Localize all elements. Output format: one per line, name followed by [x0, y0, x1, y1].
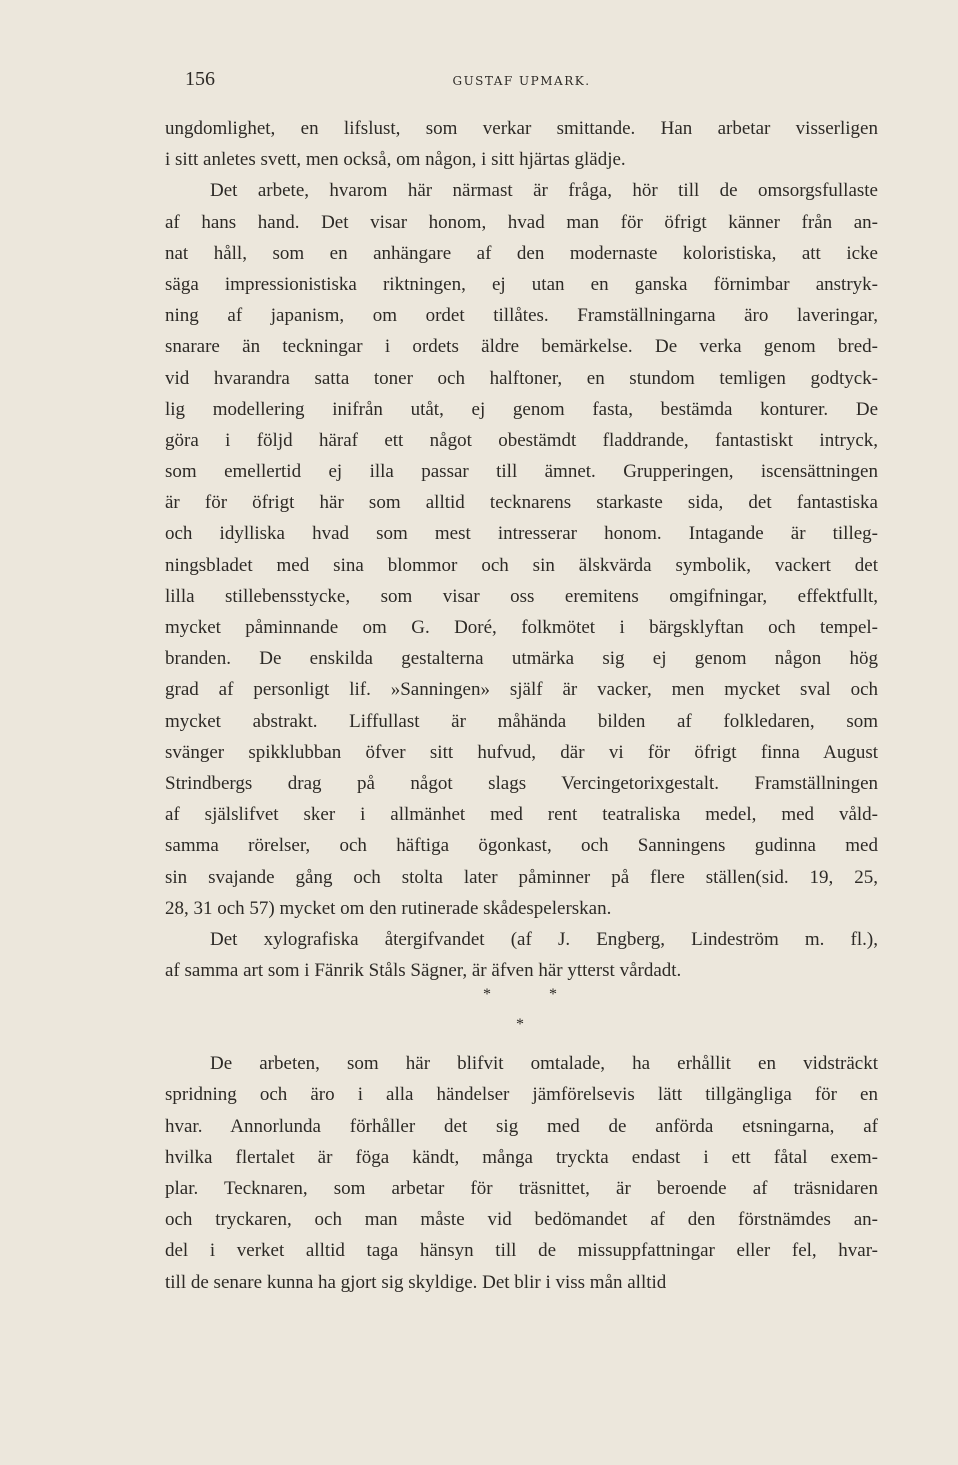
text-line: De arbeten, som här blifvit omtalade, ha erhållit en vidsträckt — [210, 1053, 878, 1075]
text-line: af samma art som i Fänrik Ståls Sägner, är äfven här ytterst vårdadt. — [165, 960, 682, 982]
section-text — [165, 1048, 878, 1298]
text-line: som emellertid ej illa passar till ämnet. Grupperingen, iscensättningen — [165, 461, 878, 483]
text-line: i sitt anletes svett, men också, om någon, i sitt hjärtas glädje. — [165, 149, 626, 171]
text-line: lilla stillebensstycke, som visar oss eremitens omgifningar, effektfullt, — [165, 585, 878, 607]
text-line: svänger spikklubban öfver sitt hufvud, där vi för öfrigt finna August — [165, 741, 878, 763]
text-line: 28, 31 och 57) mycket om den rutinerade skådespelerskan. — [165, 897, 612, 919]
text-line: ningsbladet med sina blommor och sin älskvärda symbolik, vackert det — [165, 554, 878, 576]
text-line: del i verket alltid taga hänsyn till de missuppfattningar eller fel, hvar- — [165, 1240, 878, 1262]
text-line: plar. Tecknaren, som arbetar för träsnittet, är beroende af träsnidaren — [165, 1178, 878, 1199]
text-line: ning af japanism, om ordet tillåtes. Framställningarna äro laveringar, — [165, 305, 878, 327]
text-line: Det arbete, hvarom här närmast är fråga, hör till de omsorgsfullaste — [210, 180, 878, 202]
text-line: hvilka flertalet är föga kändt, många tryckta endast i ett fåtal exem- — [165, 1146, 878, 1168]
separator-star: * — [549, 986, 557, 1004]
page-number: 156 — [185, 68, 215, 90]
paragraph — [165, 175, 878, 924]
paragraph — [165, 924, 878, 986]
text-line: snarare än teckningar i ordets äldre bemärkelse. De verka genom bred- — [165, 336, 878, 358]
page-body — [165, 113, 878, 1298]
text-line: Det xylografiska återgifvandet (af J. Engberg, Lindeström m. fl.), — [210, 928, 878, 950]
text-line: och tryckaren, och man måste vid bedömandet af den förstnämdes an- — [165, 1209, 878, 1231]
text-line: vid hvarandra satta toner och halftoner, en stundom temligen godtyck- — [165, 367, 878, 389]
separator-star: * — [516, 1016, 524, 1034]
text-line: af hans hand. Det visar honom, hvad man för öfrigt känner från an- — [165, 211, 878, 233]
text-line: branden. De enskilda gestalterna utmärka sig ej genom någon hög — [165, 648, 878, 670]
text-line: sin svajande gång och stolta later påminner på flere ställen(sid. 19, 25, — [165, 866, 878, 888]
text-line: göra i följd häraf ett något obestämdt fladdrande, fantastiskt intryck, — [165, 429, 878, 451]
text-line: nat håll, som en anhängare af den modernaste koloristiska, att icke — [165, 242, 878, 264]
text-line: lig modellering inifrån utåt, ej genom fasta, bestämda konturer. De — [165, 398, 878, 420]
text-line: till de senare kunna ha gjort sig skyldige. Det blir i viss mån alltid — [165, 1271, 667, 1293]
text-line: Strindbergs drag på något slags Vercingetorixgestalt. Framställningen — [165, 772, 878, 794]
text-line: ungdomlighet, en lifslust, som verkar smittande. Han arbetar visserligen — [165, 118, 878, 139]
text-line: af själslifvet sker i allmänhet med rent teatraliska medel, med våld- — [165, 804, 878, 826]
text-line: spridning och äro i alla händelser jämförelsevis lätt tillgängliga för en — [165, 1084, 878, 1106]
text-line: är för öfrigt här som alltid tecknarens starkaste sida, det fantastiska — [165, 492, 878, 514]
text-line: säga impressionistiska riktningen, ej utan en ganska förnimbar anstryk- — [165, 273, 878, 295]
paragraph — [165, 1048, 878, 1298]
text-line: hvar. Annorlunda förhåller det sig med de anförda etsningarna, af — [165, 1115, 878, 1137]
text-line: samma rörelser, och häftiga ögonkast, och Sanningens gudinna med — [165, 835, 878, 857]
text-line: och idylliska hvad som mest intresserar honom. Intagande är tilleg- — [165, 523, 878, 545]
separator-star: * — [483, 986, 491, 1004]
section-separator — [165, 986, 878, 1048]
paragraph — [165, 113, 878, 175]
text-line: mycket påminnande om G. Doré, folkmötet i bärgsklyftan och tempel- — [165, 617, 878, 638]
running-head: GUSTAF UPMARK. — [452, 74, 591, 88]
text-line: grad af personligt lif. »Sanningen» själf är vacker, men mycket sval och — [165, 679, 878, 701]
main-text — [165, 113, 878, 986]
page-header — [165, 68, 878, 98]
text-line: mycket abstrakt. Liffullast är måhända bilden af folkledaren, som — [165, 710, 878, 732]
